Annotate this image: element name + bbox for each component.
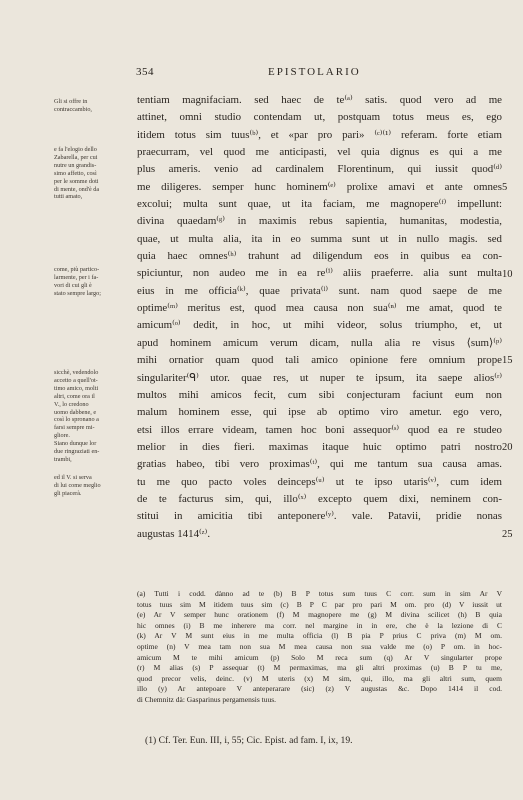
marginal-line: larmente, per i fa- (54, 273, 99, 281)
marginal-line: e fa l'elogio dello (54, 146, 97, 153)
apparatus-line: totus tuus sim M itidem tuus sim (c) B P C par pro pari M om. pro (d) V iussit ut (137, 599, 502, 609)
text-line: quae, ut multa alia, ita in eo summa sunt ut in nullo magis. sed (137, 232, 502, 245)
apparatus-line: di Chemnitz dà: Gasparinus pergamensis tuus. (137, 694, 277, 704)
marginal-note-5 (54, 474, 126, 498)
letter-text (137, 92, 502, 543)
marginal-line: simo affetto, così (54, 169, 97, 177)
text-line: apud hominem amicum verum dicam, nulla alia re visus ⟨sum⟩⁽ᵖ⁾ (137, 336, 502, 349)
text-line: praecurram, vel quod me anticipasti, vel quia dignus es qui a me (137, 146, 502, 159)
marginal-line: Siano dunque lor (54, 440, 97, 448)
apparatus-line: amicum M te mihi amicum (p) Solo M reca sum (q) Ar V singularter prope (137, 652, 502, 662)
text-line: itidem totus sim tuus⁽ᵇ⁾, et «par pro pari» ⁽ᶜ⁾⁽¹⁾ referam. forte etiam (137, 128, 502, 141)
line-number: 10 (502, 268, 513, 280)
apparatus-line: (r) M alias (s) P assequar (t) M permaximas, ma gli altri proximas (u) B P tu me, (137, 663, 502, 673)
marginal-line: farsi sempre mi- (54, 424, 95, 432)
apparatus-line: optime (n) V mea tam non sua M mea causa non sua valde me (o) P om. in hoc- (137, 641, 502, 651)
text-line: divina quaedam⁽ᵍ⁾ in maximis rebus sapientia, humanitas, modestia, (137, 215, 502, 228)
text-line: singulariter⁽ᑫ⁾ utor. quae res, ut nuper te ipsum, ita saepe alios⁽ʳ⁾ (137, 371, 502, 384)
marginal-line: nutre un grandis- (54, 161, 97, 169)
apparatus-line: illo (y) Ar antepoare V anteperarare (sic) (z) V augustas &c. Dopo 1414 il cod. (137, 684, 502, 694)
apparatus-line: hic omnes (i) B me inherere ma corr. nel margine in in ere, che è la lezione di C (137, 620, 502, 630)
text-line: attinet, omni studio contendam ut, postquam totus meus es, ego (137, 111, 502, 124)
text-line: multos mihi amicos fecit, cum sibi conjecturam faciunt eum non (137, 388, 502, 401)
text-line: tentiam magnifaciam. sed haec de te⁽ᵃ⁾ satis. quod vero ad me (137, 94, 502, 106)
marginal-note-3 (54, 266, 126, 298)
marginal-note-2 (54, 146, 126, 201)
marginal-line: altri, come ora il (54, 392, 95, 400)
marginal-note-1 (54, 98, 126, 114)
marginal-line: stato sempre largo; (54, 289, 101, 297)
text-line: spiciuntur, non audeo me in ea re⁽ⁱ⁾ aliis praeferre. alia sunt multa (137, 267, 502, 280)
text-line: mihi ornatior quam quod tali amico opinione fere omnium prope (137, 354, 502, 367)
running-head (0, 66, 523, 80)
apparatus-line: quod precor velis, deinc. (v) M uteris (x) M sim, qui, illo, ma gli altri sum, quem (137, 673, 502, 683)
marginal-line: gli piacerà. (54, 489, 82, 497)
marginal-line: di mente, ond'è da (54, 185, 100, 193)
marginal-line: contraccambio, (54, 105, 92, 113)
marginal-line: V., lo credono (54, 400, 89, 408)
marginal-line: gliore. (54, 432, 70, 440)
text-line: augustas 1414⁽ᶻ⁾. (137, 527, 211, 540)
footnote: (1) Cf. Ter. Eun. III, i, 55; Cic. Epist. ad fam. I, ix, 19. (145, 735, 353, 746)
text-line: malum hominem esse, qui ipse ab optimo viro ametur. ego vero, (137, 406, 502, 419)
text-line: eius in me officia⁽ᵏ⁾, quae privata⁽ˡ⁾ sunt. nam quod saepe de me (137, 284, 502, 297)
line-number: 5 (502, 181, 508, 193)
text-line: gratias habeo, tibi vero proximas⁽ᵗ⁾, qui me tantum sua causa amas. (137, 458, 502, 471)
line-number: 20 (502, 442, 513, 453)
marginal-line: Gli si offre in (54, 98, 88, 105)
text-line: etsi illos errare videam, tamen hoc boni assequor⁽ˢ⁾ quod ea re studeo (137, 423, 502, 436)
running-title: EPISTOLARIO (268, 66, 361, 78)
marginal-line: vori di cui gli è (54, 281, 92, 289)
marginal-line: ed il V. si serva (54, 474, 92, 481)
page-number: 354 (136, 66, 154, 78)
apparatus-line: (e) Ar V semper hunc orationem (f) M magnopere me (g) M divina scilicet (h) B quia (137, 610, 502, 620)
text-line: amicum⁽ᵒ⁾ dedit, in hoc, ut mihi videor, solus triumpho, et, ut (137, 319, 502, 332)
marginal-line: due ringraziati en- (54, 448, 100, 456)
text-line: me diligeres. semper hunc hominem⁽ᵉ⁾ prolixe amavi et ante omnes (137, 180, 502, 193)
apparatus-line: (k) Ar V M sunt eius in me multa officia (l) B pia P prius C priva (m) M om. (137, 631, 502, 641)
marginal-line: Zabarella, per cui (54, 153, 98, 161)
marginal-line: tutti amato, (54, 193, 83, 201)
text-line: tu me quo pacto voles deinceps⁽ᵘ⁾ ut te ipso utaris⁽ᵛ⁾, cum idem (137, 475, 502, 488)
marginal-line: accetto a quell'ot- (54, 376, 98, 384)
marginal-line: trambi, (54, 455, 72, 463)
text-line: quia haec omnes⁽ʰ⁾ trahunt ad diligendum eos in quibus ea con- (137, 250, 502, 263)
marginal-note-4 (54, 369, 126, 464)
marginal-line: uomo dabbene, e (54, 408, 97, 416)
text-line: excolui; multa sunt quae, ut ita faciam, me magnopere⁽ᶠ⁾ impellunt: (137, 198, 502, 211)
critical-apparatus (137, 589, 502, 706)
text-line: stitui in amicitia tibi anteponere⁽ʸ⁾. vale. Patavii, pridie nonas (137, 510, 502, 523)
text-line: melior in dies fieri. maximas itaque huic optimo patri nostro (137, 440, 502, 453)
marginal-line: così lo spronano a (54, 416, 99, 424)
marginal-line: di lui come meglio (54, 481, 101, 489)
text-line: de te facturus sim, qui, illo⁽ˣ⁾ excepto quem dixi, neminem con- (137, 492, 502, 505)
text-line: optime⁽ᵐ⁾ meritus est, quod mea causa non sua⁽ⁿ⁾ me amat, quod te (137, 302, 502, 315)
text-line: plus ameris. venio ad cardinalem Florentinum, qui iussit quod⁽ᵈ⁾ (137, 163, 502, 176)
line-number: 15 (502, 355, 513, 367)
marginal-line: come, più partico- (54, 266, 100, 273)
marginal-line: sicchè, vedendolo (54, 369, 99, 376)
line-number: 25 (502, 528, 513, 540)
apparatus-line: (a) Tutti i codd. dànno ad te (b) B P totus sum tuus C corr. sum in sim Ar V (137, 589, 502, 598)
marginal-line: per le somme doti (54, 177, 99, 185)
marginal-line: timo amico, molti (54, 384, 99, 392)
